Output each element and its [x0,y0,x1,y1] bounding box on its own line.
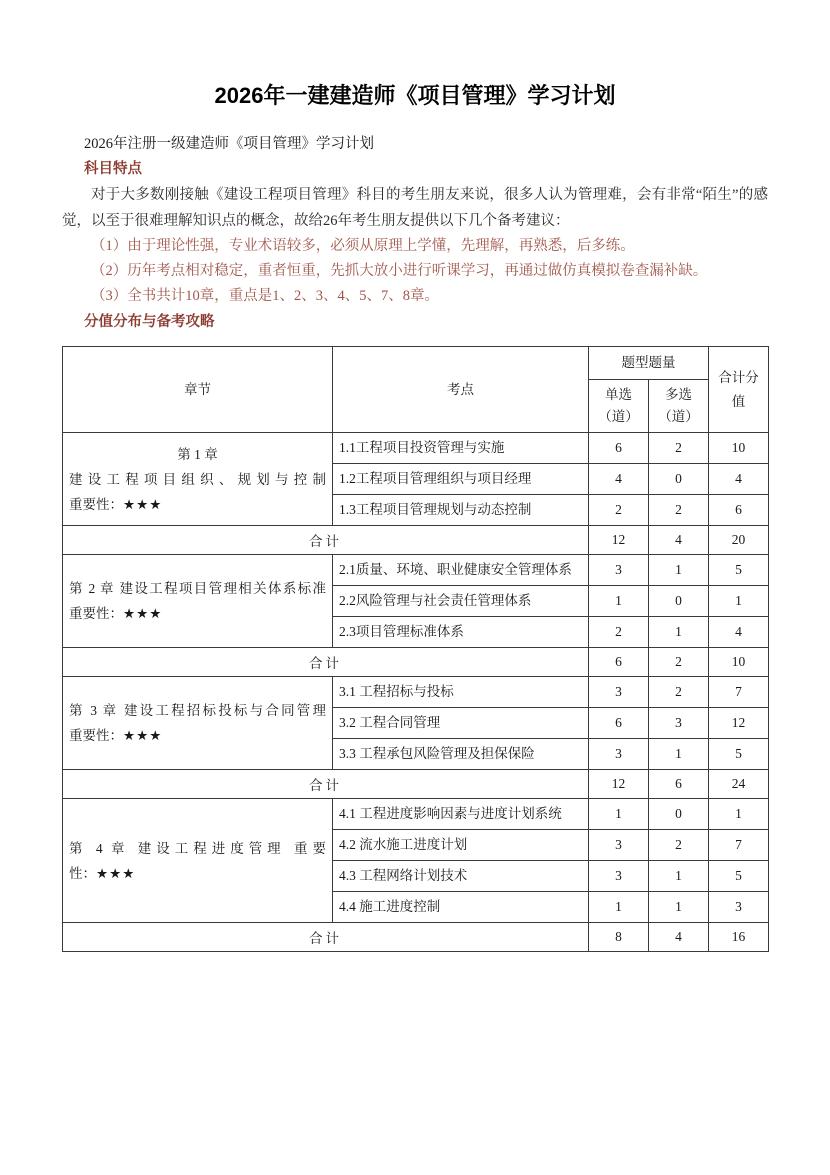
subtotal-multi-choice: 4 [649,923,709,952]
document-subtitle: 2026年注册一级建造师《项目管理》学习计划 [84,136,374,152]
subtotal-single-choice: 8 [589,923,649,952]
header-point: 考点 [333,347,589,433]
point-cell: 3.2 工程合同管理 [333,708,589,739]
single-choice-count: 3 [589,677,649,708]
table-header-row-top [63,347,769,380]
page-title: 2026年一建建造师《项目管理》学习计划 [214,83,616,108]
document-body [62,0,768,952]
chapter-importance [69,723,326,748]
point-cell: 1.2工程项目管理组织与项目经理 [333,464,589,495]
advice-item-3: （3）全书共计10章，重点是1、2、3、4、5、7、8章。 [91,288,439,304]
subtotal-multi-choice: 4 [649,526,709,555]
subtotal-row [63,526,769,555]
subtotal-total-score: 16 [709,923,769,952]
chapter-name: 第 3 章 建设工程招标投标与合同管理 [69,703,326,718]
single-choice-count: 3 [589,555,649,586]
single-choice-count: 3 [589,739,649,770]
subtotal-row [63,923,769,952]
table-row [63,677,769,708]
importance-label: 重要性： [69,728,123,743]
point-cell: 3.3 工程承包风险管理及担保保险 [333,739,589,770]
importance-label: 重要性： [69,606,123,621]
section-heading-subject-features: 科目特点 [84,161,142,177]
multi-choice-count: 2 [649,495,709,526]
single-choice-count: 1 [589,799,649,830]
point-cell: 1.1工程项目投资管理与实施 [333,433,589,464]
subtotal-multi-choice: 2 [649,648,709,677]
single-choice-count: 3 [589,861,649,892]
section-heading-score-distribution: 分值分布与备考攻略 [84,314,215,330]
total-score-value: 5 [709,861,769,892]
score-distribution-table [62,346,769,952]
total-score-value: 1 [709,799,769,830]
chapter-name: 第 2 章 建设工程项目管理相关体系标准 [69,581,326,596]
total-score-value: 3 [709,892,769,923]
single-choice-count: 6 [589,433,649,464]
multi-choice-count: 1 [649,861,709,892]
table-body [63,433,769,952]
chapter-importance [69,861,326,886]
table-row [63,799,769,830]
header-chapter: 章节 [63,347,333,433]
importance-stars: ★★★ [96,865,136,881]
chapter-cell [63,677,333,770]
subtotal-label: 合计 [63,770,589,799]
multi-choice-count: 1 [649,892,709,923]
subtotal-row [63,770,769,799]
header-single-choice: 单选（道） [589,380,649,433]
multi-choice-count: 0 [649,586,709,617]
subtotal-label: 合计 [63,526,589,555]
point-cell: 2.2风险管理与社会责任管理体系 [333,586,589,617]
subtotal-total-score: 10 [709,648,769,677]
importance-stars: ★★★ [123,606,163,621]
multi-choice-count: 2 [649,830,709,861]
point-cell: 4.4 施工进度控制 [333,892,589,923]
multi-choice-count: 1 [649,555,709,586]
total-score-value: 7 [709,677,769,708]
chapter-name: 第 4 章 建设工程进度管理 重要 [69,840,326,856]
table-row [63,433,769,464]
subtotal-single-choice: 6 [589,648,649,677]
single-choice-count: 2 [589,495,649,526]
total-score-value: 6 [709,495,769,526]
importance-stars: ★★★ [123,728,163,743]
multi-choice-count: 2 [649,677,709,708]
point-cell: 3.1 工程招标与投标 [333,677,589,708]
header-multi-choice: 多选（道） [649,380,709,433]
multi-choice-count: 2 [649,433,709,464]
total-score-value: 7 [709,830,769,861]
single-choice-count: 1 [589,586,649,617]
table-row [63,555,769,586]
chapter-cell [63,799,333,923]
table-header [63,347,769,433]
importance-label: 性： [69,865,96,881]
point-cell: 1.3工程项目管理规划与动态控制 [333,495,589,526]
total-score-value: 1 [709,586,769,617]
multi-choice-count: 0 [649,464,709,495]
chapter-cell [63,555,333,648]
total-score-value: 4 [709,617,769,648]
header-question-group: 题型题量 [589,347,709,380]
subtotal-single-choice: 12 [589,770,649,799]
chapter-number-line: 第 1 章 [177,446,218,462]
chapter-importance [69,492,326,517]
point-cell: 4.2 流水施工进度计划 [333,830,589,861]
total-score-value: 10 [709,433,769,464]
subtotal-total-score: 24 [709,770,769,799]
subtotal-row [63,648,769,677]
chapter-cell [63,433,333,526]
advice-item-2: （2）历年考点相对稳定，重者恒重，先抓大放小进行听课学习，再通过做仿真模拟卷查漏补缺。 [91,263,708,279]
multi-choice-count: 1 [649,739,709,770]
subtotal-single-choice: 12 [589,526,649,555]
header-total-score: 合计分值 [709,347,769,433]
intro-paragraph: 对于大多数刚接触《建设工程项目管理》科目的考生朋友来说，很多人认为管理难，会有非常“陌生”的感觉，以至于很难理解知识点的概念，故给26年考生朋友提供以下几个备考建议： [62,187,768,229]
point-cell: 2.1质量、环境、职业健康安全管理体系 [333,555,589,586]
chapter-importance [69,601,326,626]
multi-choice-count: 0 [649,799,709,830]
point-cell: 4.3 工程网络计划技术 [333,861,589,892]
single-choice-count: 6 [589,708,649,739]
total-score-value: 12 [709,708,769,739]
single-choice-count: 4 [589,464,649,495]
subtotal-total-score: 20 [709,526,769,555]
single-choice-count: 2 [589,617,649,648]
subtotal-label: 合计 [63,648,589,677]
advice-item-1: （1）由于理论性强，专业术语较多，必须从原理上学懂，先理解，再熟悉，后多练。 [91,238,635,254]
single-choice-count: 1 [589,892,649,923]
point-cell: 4.1 工程进度影响因素与进度计划系统 [333,799,589,830]
subtotal-label: 合计 [63,923,589,952]
total-score-value: 4 [709,464,769,495]
multi-choice-count: 1 [649,617,709,648]
subtotal-multi-choice: 6 [649,770,709,799]
importance-label: 重要性： [69,496,123,512]
single-choice-count: 3 [589,830,649,861]
multi-choice-count: 3 [649,708,709,739]
importance-stars: ★★★ [123,496,163,512]
total-score-value: 5 [709,739,769,770]
point-cell: 2.3项目管理标准体系 [333,617,589,648]
chapter-name: 建设工程项目组织、规划与控制 [69,471,326,487]
total-score-value: 5 [709,555,769,586]
